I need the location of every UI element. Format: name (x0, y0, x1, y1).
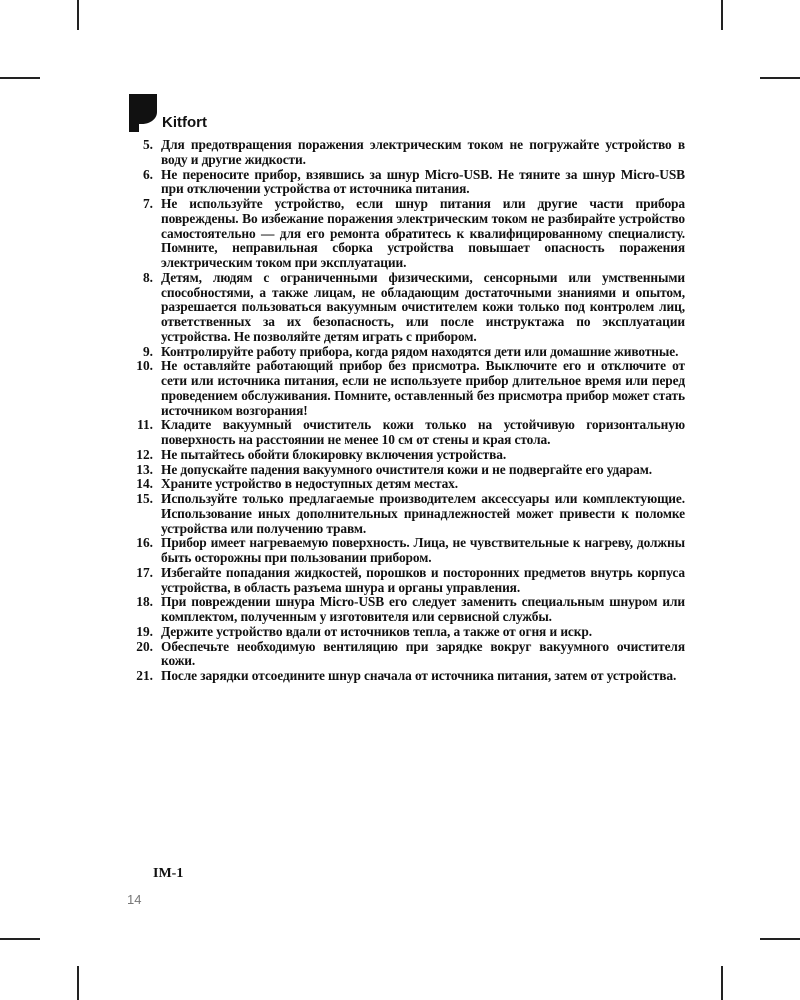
item-text: Не оставляйте работающий прибор без присмотра. Выключите его и отключите от сети или источника питания, если не используете прибор длительное время или перед проведением обслуживания. Помните, оставленный без присмотра прибор может стать источником возгорания! (161, 358, 685, 418)
crop-mark-right-bottom (760, 938, 800, 940)
crop-mark-left-bottom (0, 938, 40, 940)
item-text: Не переносите прибор, взявшись за шнур Micro-USB. Не тяните за шнур Micro-USB при отключении устройства от источника питания. (161, 166, 685, 197)
list-item (127, 625, 685, 640)
list-item (127, 168, 685, 198)
item-text: После зарядки отсоедините шнур сначала от источника питания, затем от устройства. (161, 668, 677, 683)
item-number: 6. (142, 166, 153, 182)
brand-logo (129, 92, 207, 132)
item-text: При повреждении шнура Micro-USB его следует заменить специальным шнуром или комплектом, полученным у изготовителя или сервисной службы. (161, 594, 685, 624)
item-text: Держите устройство вдали от источников тепла, а также от огня и искр. (161, 623, 592, 639)
crop-mark-bottom-right (721, 966, 723, 1000)
item-number: 19. (136, 623, 153, 639)
item-number: 11. (137, 417, 153, 433)
list-item (127, 595, 685, 625)
list-item (127, 418, 685, 448)
list-item (127, 359, 685, 418)
item-number: 21. (136, 668, 153, 683)
item-text: Кладите вакуумный очиститель кожи только на устойчивую горизонтальную поверхность на расстоянии не менее 10 см от стены и края стола. (161, 417, 685, 447)
list-item (127, 463, 685, 478)
item-number: 17. (136, 564, 153, 580)
page-number: 14 (127, 892, 142, 907)
list-item (127, 640, 685, 670)
item-number: 20. (136, 638, 153, 654)
item-text: Избегайте попадания жидкостей, порошков и посторонних предметов внутрь корпуса устройства, в область разъема шнура и органы управления. (161, 564, 685, 595)
kitfort-mark-icon (129, 94, 159, 132)
item-number: 7. (142, 196, 153, 211)
list-item (127, 492, 685, 536)
item-text: Не используйте устройство, если шнур питания или другие части прибора повреждены. Во избежание поражения электрическим током не разбирайте устройство самостоятельно — для его ремонта обратитесь к квалифицированному специалисту. Помните, неправильная сборка устройства повышает опасность поражения электрическим током при эксплуатации. (161, 196, 685, 270)
item-number: 10. (136, 358, 153, 374)
item-number: 18. (136, 594, 153, 610)
crop-mark-bottom-left (77, 966, 79, 1000)
crop-mark-top-left (77, 0, 79, 30)
item-text: Для предотвращения поражения электрическим током не погружайте устройство в воду и другие жидкости. (161, 137, 685, 167)
list-item (127, 566, 685, 596)
item-text: Используйте только предлагаемые производителем аксессуары или комплектующие. Использование иных дополнительных принадлежностей может привести к поломке устройства или получению травм. (161, 491, 685, 536)
crop-mark-right-top (760, 77, 800, 79)
list-item (127, 669, 685, 684)
item-number: 14. (136, 476, 153, 492)
item-text: Не допускайте падения вакуумного очистителя кожи и не подвергайте его ударам. (161, 461, 653, 477)
list-item (127, 197, 685, 271)
item-text: Храните устройство в недоступных детям местах. (161, 476, 459, 492)
model-number: IM-1 (153, 866, 184, 881)
item-number: 8. (142, 269, 153, 285)
item-number: 15. (136, 491, 153, 506)
item-text: Контролируйте работу прибора, когда рядом находятся дети или домашние животные. (161, 343, 679, 359)
item-text: Обеспечьте необходимую вентиляцию при зарядке вокруг вакуумного очистителя кожи. (161, 638, 685, 669)
safety-instructions-list (127, 138, 685, 684)
item-number: 16. (136, 535, 153, 551)
item-number: 12. (136, 446, 153, 462)
crop-mark-left-top (0, 77, 40, 79)
list-item (127, 345, 685, 360)
item-number: 5. (142, 137, 153, 152)
crop-mark-top-right (721, 0, 723, 30)
list-item (127, 448, 685, 463)
list-item (127, 138, 685, 168)
list-item (127, 477, 685, 492)
item-text: Детям, людям с ограниченными физическими, сенсорными или умственными способностями, а также лицам, не обладающим достаточными знаниями и опытом, разрешается пользоваться вакуумным очистителем кожи только под контролем лиц, ответственных за их безопасность, или после инструктажа по эксплуатации устройства. Не позволяйте детям играть с прибором. (161, 269, 685, 344)
item-number: 13. (136, 461, 153, 477)
item-text: Не пытайтесь обойти блокировку включения устройства. (161, 446, 507, 462)
list-item (127, 271, 685, 345)
list-item (127, 536, 685, 566)
item-number: 9. (142, 343, 153, 359)
item-text: Прибор имеет нагреваемую поверхность. Лица, не чувствительные к нагреву, должны быть осторожны при пользовании прибором. (161, 535, 685, 565)
brand-name: Kitfort (162, 114, 207, 131)
